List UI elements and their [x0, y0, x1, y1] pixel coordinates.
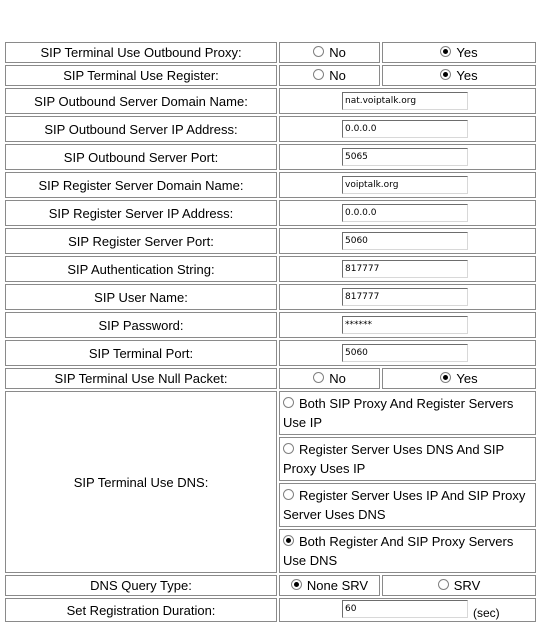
use-register-row	[5, 65, 536, 86]
field-row	[5, 312, 536, 338]
dns-option-both-ip[interactable]	[279, 391, 536, 435]
outbound-domain-input[interactable]: nat.voiptalk.org	[342, 92, 468, 110]
dns-option-label: Register Server Uses IP And SIP Proxy Server Uses DNS	[283, 488, 526, 522]
outbound-proxy-row	[5, 42, 536, 63]
outbound-ip-input[interactable]: 0.0.0.0	[342, 120, 468, 138]
radio-checked-icon[interactable]	[283, 535, 294, 546]
register-domain-label: SIP Register Server Domain Name:	[5, 172, 277, 198]
dns-option-row	[5, 391, 536, 435]
radio-checked-icon[interactable]	[440, 69, 451, 80]
register-domain-input[interactable]: voiptalk.org	[342, 176, 468, 194]
password-input[interactable]: ******	[342, 316, 468, 334]
radio-icon[interactable]	[283, 489, 294, 500]
use-dns-label: SIP Terminal Use DNS:	[5, 391, 277, 573]
option-label: No	[329, 371, 346, 386]
outbound-port-input[interactable]: 5065	[342, 148, 468, 166]
null-packet-label: SIP Terminal Use Null Packet:	[5, 368, 277, 389]
terminal-port-label: SIP Terminal Port:	[5, 340, 277, 366]
dns-query-row	[5, 575, 536, 596]
field-row	[5, 144, 536, 170]
radio-checked-icon[interactable]	[440, 372, 451, 383]
field-row	[5, 284, 536, 310]
outbound-ip-label: SIP Outbound Server IP Address:	[5, 116, 277, 142]
registration-unit: (sec)	[473, 605, 500, 620]
use-register-yes-option[interactable]	[382, 65, 536, 86]
radio-icon[interactable]	[313, 372, 324, 383]
auth-string-input[interactable]: 817777	[342, 260, 468, 278]
field-row	[5, 200, 536, 226]
null-packet-yes-option[interactable]	[382, 368, 536, 389]
outbound-proxy-yes-option[interactable]	[382, 42, 536, 63]
dns-query-srv-option[interactable]	[382, 575, 536, 596]
field-row	[5, 340, 536, 366]
dns-option-proxy-dns[interactable]	[279, 483, 536, 527]
dns-option-both-dns[interactable]	[279, 529, 536, 573]
field-row	[5, 172, 536, 198]
dns-query-none-srv-option[interactable]	[279, 575, 380, 596]
option-label: Yes	[456, 68, 478, 83]
dns-query-label: DNS Query Type:	[5, 575, 277, 596]
dns-option-label: Both Register And SIP Proxy Servers Use DNS	[283, 534, 514, 568]
outbound-domain-label: SIP Outbound Server Domain Name:	[5, 88, 277, 114]
radio-icon[interactable]	[283, 397, 294, 408]
use-register-label: SIP Terminal Use Register:	[5, 65, 277, 86]
radio-checked-icon[interactable]	[440, 46, 451, 57]
dns-option-label: Both SIP Proxy And Register Servers Use IP	[283, 396, 514, 430]
option-label: Yes	[456, 45, 478, 60]
registration-duration-label: Set Registration Duration:	[5, 598, 277, 622]
option-label: No	[329, 45, 346, 60]
registration-row	[5, 598, 536, 622]
field-row	[5, 256, 536, 282]
field-row	[5, 228, 536, 254]
radio-checked-icon[interactable]	[291, 579, 302, 590]
registration-duration-input[interactable]: 60	[342, 600, 468, 618]
auth-string-label: SIP Authentication String:	[5, 256, 277, 282]
dns-option-register-dns[interactable]	[279, 437, 536, 481]
dns-option-label: Register Server Uses DNS And SIP Proxy Uses IP	[283, 442, 504, 476]
option-label: SRV	[453, 578, 481, 593]
terminal-port-input[interactable]: 5060	[342, 344, 468, 362]
option-label: No	[329, 68, 346, 83]
user-name-label: SIP User Name:	[5, 284, 277, 310]
register-ip-input[interactable]: 0.0.0.0	[342, 204, 468, 222]
register-port-label: SIP Register Server Port:	[5, 228, 277, 254]
null-packet-row	[5, 368, 536, 389]
field-row	[5, 116, 536, 142]
radio-icon[interactable]	[438, 579, 449, 590]
radio-icon[interactable]	[313, 69, 324, 80]
field-row	[5, 88, 536, 114]
register-port-input[interactable]: 5060	[342, 232, 468, 250]
sip-settings-table	[3, 40, 537, 624]
register-ip-label: SIP Register Server IP Address:	[5, 200, 277, 226]
null-packet-no-option[interactable]	[279, 368, 380, 389]
option-label: None SRV	[306, 578, 369, 593]
use-register-no-option[interactable]	[279, 65, 380, 86]
outbound-proxy-label: SIP Terminal Use Outbound Proxy:	[5, 42, 277, 63]
radio-icon[interactable]	[283, 443, 294, 454]
outbound-port-label: SIP Outbound Server Port:	[5, 144, 277, 170]
outbound-proxy-no-option[interactable]	[279, 42, 380, 63]
radio-icon[interactable]	[313, 46, 324, 57]
password-label: SIP Password:	[5, 312, 277, 338]
option-label: Yes	[456, 371, 478, 386]
user-name-input[interactable]: 817777	[342, 288, 468, 306]
